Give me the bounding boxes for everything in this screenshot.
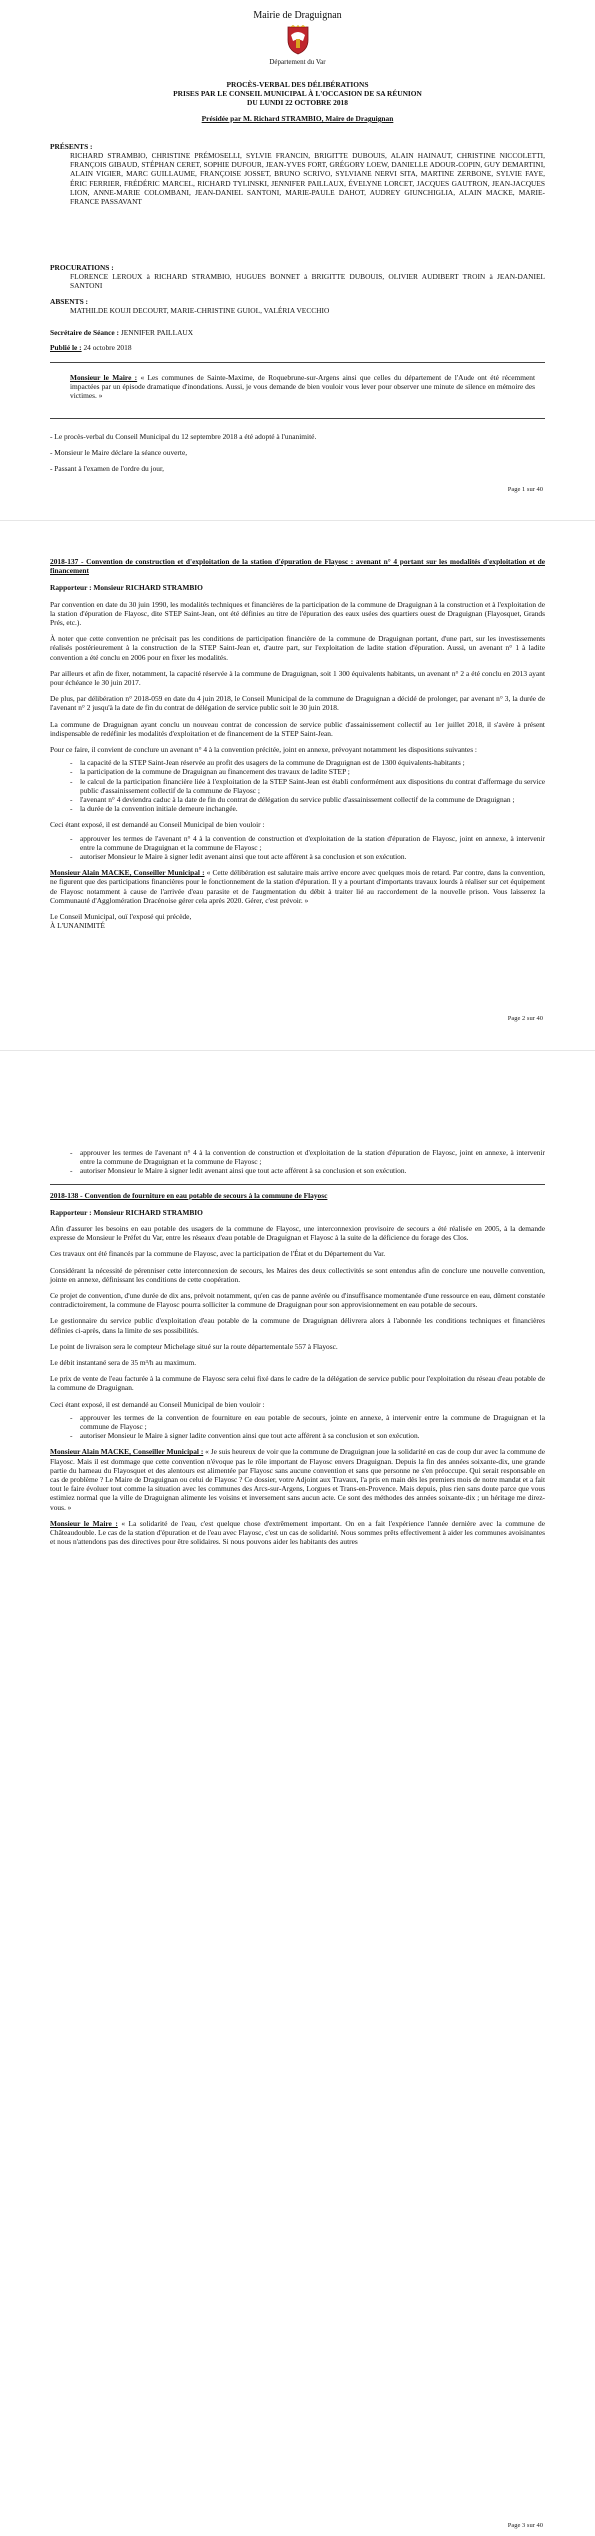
list-item: - le calcul de la participation financière liée à l'exploitation de la STEP Saint-Jean est établi conformément aux dispositions du contrat d'affermage du service public d'assainissement collectif de la commune de Flayosc ; xyxy=(66,777,545,795)
secretary-line xyxy=(50,328,193,337)
pv-title-line-2: PRISES PAR LE CONSEIL MUNICIPAL À L'OCCASION DE SA RÉUNION xyxy=(173,89,422,98)
town-title: Mairie de Draguignan xyxy=(253,10,342,21)
list-item: - la capacité de la STEP Saint-Jean réservée au profit des usagers de la commune de Draguignan est de 1300 équivalents-habitants ; xyxy=(66,758,545,767)
paragraph: La commune de Draguignan ayant conclu un nouveau contrat de concession de service public d'assainissement collectif au 1er juillet 2018, il s'avère à présent indispensable de redéfinir les modalités d'exploitation et de financement de la STEP Saint-Jean. xyxy=(50,719,545,738)
pv-adopted: - Le procès-verbal du Conseil Municipal du 12 septembre 2018 a été adopté à l'unanimité. xyxy=(50,432,317,441)
mayor-text: « Les communes de Sainte-Maxime, de Roquebrune-sur-Argens ainsi que celles du département de l'Aude ont été récemment impactées par un épisode dramatique d'inondations. Aussi, je vous demande de bien vouloir vous lever pour observer une minute de silence en mémoire des victimes. » xyxy=(70,373,535,401)
page-separator xyxy=(0,520,595,521)
paragraph: Ces travaux ont été financés par la commune de Flayosc, avec la participation de l'État et du Département du Var. xyxy=(50,1249,386,1259)
list-item: - l'avenant n° 4 deviendra caduc à la date de fin du contrat de délégation du service public d'assainissement collectif de la commune de Draguignan ; xyxy=(66,795,545,804)
pv-title-line-3: DU LUNDI 22 OCTOBRE 2018 xyxy=(247,98,348,107)
pv-title-line-1: PROCÈS-VERBAL DES DÉLIBÉRATIONS xyxy=(226,80,369,89)
paragraph: Pour ce faire, il convient de conclure un avenant n° 4 à la convention précitée, joint en annexe, prévoyant notamment les dispositions suivantes : xyxy=(50,745,477,755)
paragraph: Le débit instantané sera de 35 m³/h au maximum. xyxy=(50,1358,197,1368)
councillor-remark xyxy=(50,1447,545,1511)
published-label: Publié le : xyxy=(50,343,82,352)
divider xyxy=(50,362,545,363)
deliberation-heading: 2018-137 - Convention de construction et d'exploitation de la station d'épuration de Flayosc : avenant n° 4 portant sur les modalités d'exploitation et de financement xyxy=(50,557,545,576)
town-crest-logo xyxy=(285,25,311,55)
speaker-label: Monsieur Alain MACKE, Conseiller Municipal : xyxy=(50,868,205,878)
page-separator xyxy=(0,1050,595,1051)
list-item: - la participation de la commune de Draguignan au financement des travaux de ladite STEP ; xyxy=(66,767,545,776)
page-number: Page 1 sur 40 xyxy=(507,486,543,493)
order-of-day: - Passant à l'examen de l'ordre du jour, xyxy=(50,464,165,473)
page-2 xyxy=(50,557,545,931)
divider xyxy=(50,418,545,419)
paragraph: Considérant la nécessité de pérenniser cette interconnexion de secours, les Maires des deux collectivités se sont entendus afin de conclure une nouvelle convention, jointe en annexe, définissant les conditions de cette coopération. xyxy=(50,1265,545,1284)
secretary-label: Secrétaire de Séance : xyxy=(50,328,120,337)
procurations-label: PROCURATIONS : xyxy=(50,263,114,272)
mayor-remark xyxy=(50,1519,545,1547)
speaker-label: Monsieur Alain MACKE, Conseiller Municipal : xyxy=(50,1447,204,1457)
paragraph: À noter que cette convention ne précisait pas les conditions de participation financière de la commune de Draguignan portant, d'une part, sur les investissements réalisés postérieurement à la construction de la STEP Saint-Jean et, d'autre part, sur l'exploitation de ladite station d'épuration. Aussi, un avenant n° 1 à ladite convention a été conclu en 2006 pour en fixer les modalités. xyxy=(50,634,545,662)
absents-list: MATHILDE KOUJI DECOURT, MARIE-CHRISTINE GUIOL, VALÉRIA VECCHIO xyxy=(70,306,330,315)
vote-text: Le Conseil Municipal, ouï l'exposé qui précède, xyxy=(50,912,192,922)
rapporteur: Rapporteur : Monsieur RICHARD STRAMBIO xyxy=(50,1207,203,1217)
councillor-remark xyxy=(50,868,545,905)
speaker-text: « Je suis heureux de voir que la commune de Draguignan joue la solidarité en cas de coup dur avec la commune de Flayosc. Mais il est dommage que cette convention n'évoque pas le rôle important de Flayosc envers Draguignan. Depuis la fin des années soixante-dix, une grande partie du hameau du Flayosquet et des alentours est alimentée par Flayosc sans aucune convention et sans que personne ne s'en préoccupe. Qui serait responsable en cas de problème ? Le Maire de Draguignan ou celui de Flayosc ? Ce dossier, votre Adjoint aux Travaux, l'a pris en main dès les premiers mois de notre mandat et a fait tout le faire évoluer tout comme la situation avec les communes des Arcs-sur-Argens, Lorgues et Trans-en-Provence. Mais depuis, plus rien sans doute parce que vous estimiez normal que la ville de Draguignan alimente les voisins et inversement sans aucun acte. Ce sont des méthodes des années soixante-dix ; un héritage me direz-vous. » xyxy=(50,1447,546,1512)
list-item: - approuver les termes de l'avenant n° 4 à la convention de construction et d'exploitation de la station d'épuration de Flayosc, joint en annexe, à intervenir entre la commune de Draguignan et la commune de Flayosc ; xyxy=(66,1148,545,1166)
request-intro: Ceci étant exposé, il est demandé au Conseil Municipal de bien vouloir : xyxy=(50,820,265,830)
published-value: 24 octobre 2018 xyxy=(83,343,132,352)
deliberation-heading: 2018-138 - Convention de fourniture en eau potable de secours à la commune de Flayosc xyxy=(50,1190,328,1200)
list-item: - approuver les termes de la convention de fourniture en eau potable de secours, jointe en annexe, à intervenir entre la commune de Draguignan et la commune de Flayosc ; xyxy=(66,1413,545,1431)
paragraph: Le gestionnaire du service public d'exploitation d'eau potable de la commune de Draguignan délivrera alors à l'abonnée les conditions techniques et financières définies ci-après, dans la limite de ses possibilités. xyxy=(50,1316,545,1335)
department-label: Département du Var xyxy=(269,58,326,66)
page-number: Page 2 sur 40 xyxy=(507,1015,543,1022)
presents-list: RICHARD STRAMBIO, CHRISTINE PRÉMOSELLI, SYLVIE FRANCIN, BRIGITTE DUBOUIS, ALAIN HAINAUT, CHRISTINE NICCOLETTI, FRANÇOIS GIBAUD, STÉPHAN CERET, SOPHIE DUFOUR, JEAN-YVES FORT, GRÉGORY LOEW, DANIELLE ADOUR-COPIN, GUY DEMARTINI, ALAIN VIGIER, MARC GUILLAUME, FRANÇOISE JOSSET, BRUNO SCRIVO, SYLVIANE NERVI SITA, MARTINE ZERBONE, SYLVIE FAYE, ÉRIC FERRIER, FRÉDÉRIC MARCEL, RICHARD TYLINSKI, JENNIFER PAILLAUX, ÉVELYNE LORCET, JACQUES GAUTRON, JEAN-JACQUES LION, ANNE-MARIE COLOMBANI, JEAN-DANIEL SANTONI, MARIE-PAULE DAHOT, AUDREY GIUNCHIGLIA, ALAIN MACKE, MARIE-FRANCE PASSAVANT xyxy=(70,151,545,207)
paragraph: Le prix de vente de l'eau facturée à la commune de Flayosc sera celui fixé dans le cadre de la délégation de service public pour l'exploitation du réseau d'eau potable de la commune de Draguignan. xyxy=(50,1374,545,1393)
paragraph: Par convention en date du 30 juin 1990, les modalités techniques et financières de la participation de la commune de Draguignan à la construction et à l'exploitation de la station d'épuration de Flayosc, dite STEP Saint-Jean, ont été définies au titre de l'épuration des eaux usées des quartiers ouest de Draguignan (Flayosquet, Grands Prés, etc.). xyxy=(50,599,545,628)
list-item: - autoriser Monsieur le Maire à signer ledit avenant ainsi que tout acte afférent à sa conclusion et son exécution. xyxy=(66,1166,545,1175)
provisions-list xyxy=(50,758,545,813)
list-item: - la durée de la convention initiale demeure inchangée. xyxy=(66,804,545,813)
speaker-label: Monsieur le Maire : xyxy=(50,1518,118,1528)
absents-label: ABSENTS : xyxy=(50,297,88,306)
page-number: Page 3 sur 40 xyxy=(507,2522,543,2529)
mayor-tribute xyxy=(70,373,535,401)
paragraph: Ce projet de convention, d'une durée de dix ans, prévoit notamment, qu'en cas de panne avérée ou d'insuffisance momentanée d'une ressource en eau, dûment constatée contradictoirement, la commune de Flayosc pourra solliciter la commune de Draguignan pour son approvisionnement en eau potable de secours. xyxy=(50,1291,545,1310)
request-list xyxy=(50,834,545,862)
presents-label: PRÉSENTS : xyxy=(50,142,93,151)
request-list xyxy=(50,1413,545,1441)
divider xyxy=(50,1184,545,1185)
list-item: - autoriser Monsieur le Maire à signer ledit avenant ainsi que tout acte afférent à sa conclusion et son exécution. xyxy=(66,852,545,861)
list-item: - autoriser Monsieur le Maire à signer ladite convention ainsi que tout acte afférent à sa conclusion et son exécution. xyxy=(66,1431,545,1440)
paragraph: Afin d'assurer les besoins en eau potable des usagers de la commune de Flayosc, une interconnexion provisoire de secours a été réalisée en 2005, à la demande expresse de Monsieur le Préfet du Var, entre les réseaux d'eau potable de Draguignan et Flayosc à la suite de la déficience du forage des Clos. xyxy=(50,1224,545,1243)
procurations-list: FLORENCE LEROUX à RICHARD STRAMBIO, HUGUES BONNET à BRIGITTE DUBOUIS, OLIVIER AUDIBERT TROIN à JEAN-DANIEL SANTONI xyxy=(70,272,545,291)
presided-by: Présidée par M. Richard STRAMBIO, Maire de Draguignan xyxy=(201,114,394,123)
secretary-value: JENNIFER PAILLAUX xyxy=(120,328,194,337)
speaker-text: « Cette délibération est salutaire mais arrive encore avec quelques mois de retard. Par contre, dans la convention, ne figurent que des participations financières pour le fonctionnement de la station d'épuration. Il y a pourtant d'importants travaux lourds à réaliser sur cet équipement de Flayosc notamment à cause de l'arrivée d'eau parasite et de l'augmentation du débit à traiter lié au raccordement de la nouvelle prison. Vous laisserez la Communauté d'Agglomération Dracénoise gérer cela après 2020. Gérer, c'est prévoir. » xyxy=(50,868,545,905)
page-3 xyxy=(50,1148,545,1547)
rapporteur: Rapporteur : Monsieur RICHARD STRAMBIO xyxy=(50,583,203,593)
paragraph: Le point de livraison sera le compteur Michelage situé sur la route départementale 557 à Flayosc. xyxy=(50,1341,338,1351)
mayor-label: Monsieur le Maire : xyxy=(70,373,138,382)
request-intro: Ceci étant exposé, il est demandé au Conseil Municipal de bien vouloir : xyxy=(50,1399,265,1409)
paragraph: De plus, par délibération n° 2018-059 en date du 4 juin 2018, le Conseil Municipal de la commune de Draguignan a décidé de prolonger, par avenant n° 3, la durée de l'avenant n° 2 jusqu'à la date de fin du contrat de délégation de service public soit le 30 juin 2018. xyxy=(50,694,545,713)
speaker-text: « La solidarité de l'eau, c'est quelque chose d'extrêmement important. On en a fait l'expérience l'année dernière avec la commune de Châteaudouble. Le cas de la station d'épuration et de l'eau avec Flayosc, c'est un cas de solidarité. Nous sommes prêts effectivement à aider les communes avoisinantes et nous n'attendons pas des directives pour être solidaires. Si nous pouvons aider les habitants des autres xyxy=(50,1518,545,1547)
published-line xyxy=(50,343,132,352)
carry-over-list xyxy=(50,1148,545,1176)
paragraph: Par ailleurs et afin de fixer, notamment, la capacité réservée à la commune de Draguignan, soit 1 300 équivalents habitants, un avenant n° 2 a été conclu en 2013 ayant pour échéance le 30 juin 2017. xyxy=(50,668,545,688)
session-open: - Monsieur le Maire déclare la séance ouverte, xyxy=(50,448,188,457)
list-item: - approuver les termes de l'avenant n° 4 à la convention de construction et d'exploitation de la station d'épuration de Flayosc, joint en annexe, à intervenir entre la commune de Draguignan et la commune de Flayosc ; xyxy=(66,834,545,852)
vote-result: À L'UNANIMITÉ xyxy=(50,921,105,931)
